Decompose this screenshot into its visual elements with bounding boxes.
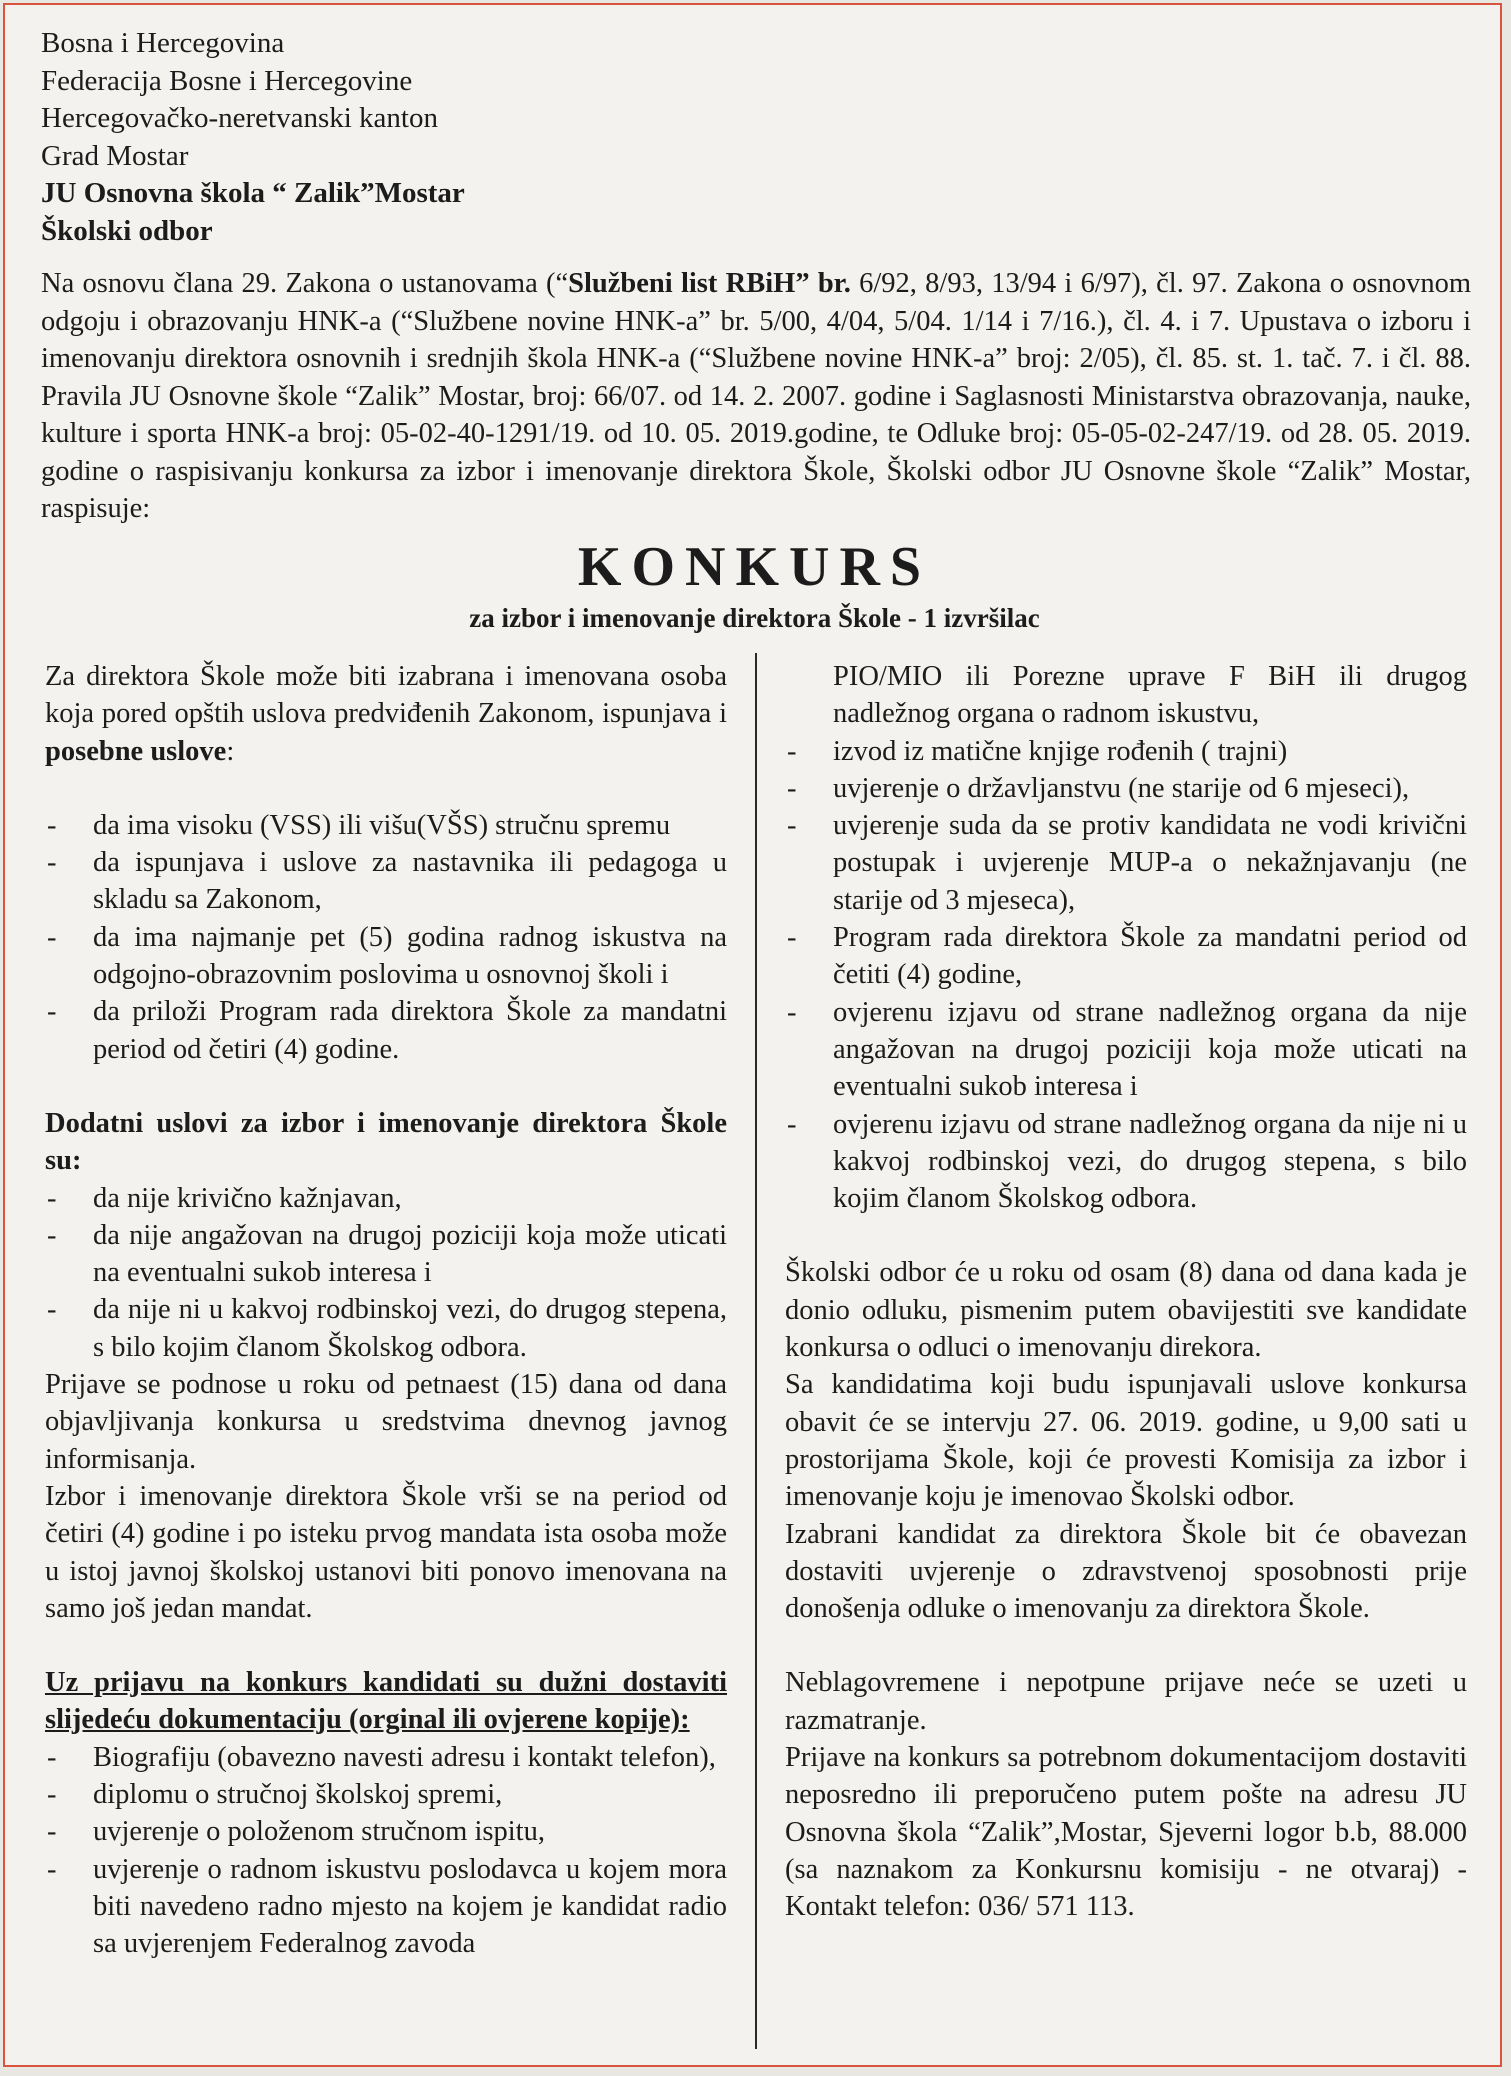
list-item: - da nije krivično kažnjavan, bbox=[45, 1180, 727, 1217]
document-page bbox=[3, 3, 1502, 2067]
list-item: - da priloži Program rada direktora Škole za mandatni period od četiri (4) godine. bbox=[45, 993, 727, 1068]
column-divider bbox=[755, 653, 757, 2049]
header-line-country: Bosna i Hercegovina bbox=[41, 27, 285, 59]
documents-list bbox=[45, 1739, 727, 1963]
list-item: - ovjerenu izjavu od strane nadležnog organa da nije angažovan na drugoj poziciji koja može uticati na eventualni sukob interesa i bbox=[785, 994, 1467, 1106]
submission-paragraph: Prijave na konkurs sa potrebnom dokumentacijom dostaviti neposredno ili preporučeno putem pošte na adresu JU Osnovna škola “Zalik”,Mostar, Sjeverni logor b.b, 88.000 (sa naznakom za Konkursnu komisiju - ne otvaraj) -Kontakt telefon: 036/ 571 113. bbox=[785, 1742, 1467, 1923]
eligibility-bold: posebne uslove bbox=[45, 735, 227, 767]
header-line-canton: Hercegovačko-neretvanski kanton bbox=[41, 102, 438, 134]
right-column bbox=[785, 658, 1467, 1926]
intro-text-1: Na osnovu člana 29. Zakona o ustanovama (“ bbox=[41, 268, 569, 299]
list-item: - diplomu o stručnoj školskoj spremi, bbox=[45, 1776, 727, 1813]
list-item: - da nije ni u kakvoj rodbinskoj vezi, do drugog stepena, s bilo kojim članom Školskog odbora. bbox=[45, 1291, 727, 1366]
documents-list-continued bbox=[785, 733, 1467, 1218]
extra-conditions-heading: Dodatni uslovi za izbor i imenovanje direktora Škole su: bbox=[45, 1107, 727, 1177]
deadline-paragraph: Prijave se podnose u roku od petnaest (15) dana od dana objavljivanja konkursa u sredstvima dnevnog javnog informisanja. bbox=[45, 1369, 727, 1475]
eligibility-colon: : bbox=[226, 735, 235, 767]
eligibility-paragraph bbox=[45, 658, 727, 770]
intro-text-2: 6/92, 8/93, 13/94 i 6/97), čl. 97. Zakona o osnovnom odgoju i obrazovanju HNK-a (“Službene novine HNK-a” br. 5/00, 4/04, 5/04. 1/14 i 7/16.), čl. 4. i 7. Upustava o izboru i imenovanju direktora osnovnih i srednjih škola HNK-a (“Službene novine HNK-a” broj: 2/05), čl. 85. st. 1. tač. 7. i čl. 88. Pravila JU Osnovne škole “Zalik” Mostar, broj: 66/07. od 14. 2. 2007. godine i Saglasnosti Ministarstva obrazovanja, nauke, kulture i sporta HNK-a broj: 05-02-40-1291/19. od 10. 05. 2019.godine, te Odluke broj: 05-05-02-247/19. od 28. 05. 2019. godine o raspisivanju konkursa za izbor i imenovanje direktora Škole, Školski odbor JU Osnovne škole “Zalik” Mostar, raspisuje: bbox=[41, 268, 1471, 524]
intro-paragraph bbox=[41, 265, 1471, 528]
special-conditions-list bbox=[45, 807, 727, 1068]
health-certificate-paragraph: Izabrani kandidat za direktora Škole bit će obavezan dostaviti uvjerenje o zdravstvenoj sposobnosti prije donošenja odluke o imenovanju za direktora Škole. bbox=[785, 1518, 1467, 1625]
header-line-city: Grad Mostar bbox=[41, 139, 189, 172]
notification-paragraph: Školski odbor će u roku od osam (8) dana od dana kada je donio odluku, pismenim putem obavijestiti sve kandidate konkursa o odluci o imenovanju direkora. bbox=[785, 1257, 1467, 1364]
letterhead bbox=[41, 25, 1481, 250]
list-item: - izvod iz matične knjige rođenih ( trajni) bbox=[785, 733, 1467, 770]
list-item: - uvjerenje suda da se protiv kandidata ne vodi krivični postupak i uvjerenje MUP-a o nekažnjavanju (ne starije od 3 mjeseca), bbox=[785, 807, 1467, 919]
spacer bbox=[45, 770, 727, 807]
list-item: - uvjerenje o državljanstvu (ne starije od 6 mjeseci), bbox=[785, 770, 1467, 807]
notice-subtitle: za izbor i imenovanje direktora Škole - 1 izvršilac bbox=[469, 603, 1040, 633]
intro-gazette: Službeni list RBiH” br. bbox=[568, 268, 851, 299]
list-item: - uvjerenje o radnom iskustvu poslodavca u kojem mora biti navedeno radno mjesto na kojem je kandidat radio sa uvjerenjem Federalnog zavoda bbox=[45, 1851, 727, 1963]
list-item: - Biografiju (obavezno navesti adresu i kontakt telefon), bbox=[45, 1739, 727, 1776]
notice-title: KONKURS bbox=[577, 536, 932, 598]
list-item: - ovjerenu izjavu od strane nadležnog organa da nije ni u kakvoj rodbinskoj vezi, do drugog stepena, s bilo kojim članom Školskog odbora. bbox=[785, 1106, 1467, 1218]
documents-heading: Uz prijavu na konkurs kandidati su dužni dostaviti slijedeću dokumentaciju (orginal ili ovjerene kopije): bbox=[45, 1667, 727, 1736]
extra-conditions-list bbox=[45, 1180, 727, 1366]
list-item: - da ispunjava i uslove za nastavnika ili pedagoga u skladu sa Zakonom, bbox=[45, 844, 727, 919]
term-paragraph: Izbor i imenovanje direktora Škole vrši se na period od četiri (4) godine i po isteku prvog mandata ista osoba može u istoj javnoj školskoj ustanovi biti ponovo imenovana na samo još jedan mandat. bbox=[45, 1480, 727, 1624]
header-line-federation: Federacija Bosne i Hercegovine bbox=[41, 64, 413, 97]
documents-continued: PIO/MIO ili Porezne uprave F BiH ili drugog nadležnog organa o radnom iskustvu, bbox=[833, 661, 1467, 730]
list-item: - da ima najmanje pet (5) godina radnog iskustva na odgojno-obrazovnim poslovima u osnovnoj školi i bbox=[45, 919, 727, 994]
spacer bbox=[45, 1068, 727, 1105]
spacer bbox=[45, 1627, 727, 1664]
list-item: - uvjerenje o položenom stručnom ispitu, bbox=[45, 1813, 727, 1850]
list-item: - da nije angažovan na drugoj poziciji koja može uticati na eventualni sukob interesa i bbox=[45, 1217, 727, 1292]
list-item: - da ima visoku (VSS) ili višu(VŠS) stručnu spremu bbox=[45, 807, 727, 844]
interview-paragraph: Sa kandidatima koji budu ispunjavali uslove konkursa obavit će se intervju 27. 06. 2019. godine, u 9,00 sati u prostorijama Škole, koji će provesti Komisija za izbor i imenovanje koju je imenovao Školski odbor. bbox=[785, 1369, 1467, 1513]
header-school-name: JU Osnovna škola “ Zalik”Mostar bbox=[41, 177, 465, 209]
header-board-name: Školski odbor bbox=[41, 214, 213, 247]
spacer bbox=[785, 1217, 1467, 1254]
late-applications-paragraph: Neblagovremene i nepotpune prijave neće se uzeti u razmatranje. bbox=[785, 1667, 1467, 1736]
left-column bbox=[45, 658, 727, 1963]
list-item: - Program rada direktora Škole za mandatni period od četiti (4) godine, bbox=[785, 919, 1467, 994]
spacer bbox=[785, 1627, 1467, 1664]
eligibility-text: Za direktora Škole može biti izabrana i imenovana osoba koja pored opštih uslova predviđenih Zakonom, ispunjava i bbox=[45, 661, 727, 730]
